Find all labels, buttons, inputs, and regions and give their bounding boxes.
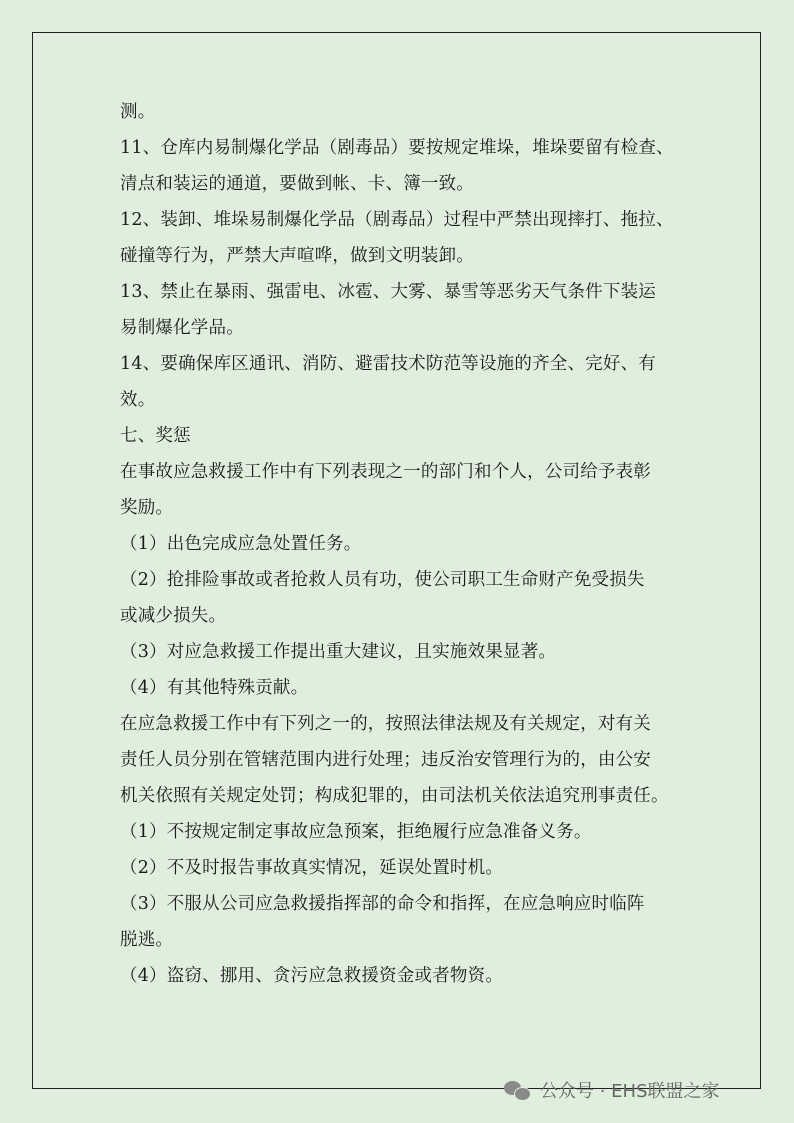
text-line: 或减少损失。 (120, 606, 227, 626)
text-line: 测。 (120, 102, 156, 122)
text-line: 清点和装运的通道，要做到帐、卡、簿一致。 (120, 174, 474, 194)
text-line: 易制爆化学品。 (120, 318, 244, 338)
wechat-icon (504, 1079, 530, 1101)
text-line: 脱逃。 (120, 930, 174, 950)
text-line: 14、要确保库区通讯、消防、避雷技术防范等设施的齐全、完好、有 (120, 354, 656, 374)
text-line: 13、禁止在暴雨、强雷电、冰雹、大雾、暴雪等恶劣天气条件下装运 (120, 282, 656, 302)
list-item: （2）不及时报告事故真实情况，延误处置时机。 (120, 858, 504, 878)
list-item: （1）出色完成应急处置任务。 (120, 534, 362, 554)
text-line: 奖励。 (120, 498, 174, 518)
text-line: 11、仓库内易制爆化学品（剧毒品）要按规定堆垛，堆垛要留有检查、 (120, 138, 674, 158)
list-item: （3）对应急救援工作提出重大建议，且实施效果显著。 (120, 642, 557, 662)
section-heading: 七、奖惩 (120, 426, 191, 446)
text-line: 在事故应急救援工作中有下列表现之一的部门和个人，公司给予表彰 (120, 462, 651, 482)
footer-text: 公众号 · EHS联盟之家 (540, 1081, 720, 1102)
text-line: 12、装卸、堆垛易制爆化学品（剧毒品）过程中严禁出现摔打、拖拉、 (120, 210, 674, 230)
text-line: 机关依照有关规定处罚；构成犯罪的，由司法机关依法追究刑事责任。 (120, 786, 669, 806)
text-line: 碰撞等行为，严禁大声喧哗，做到文明装卸。 (120, 246, 474, 266)
list-item: （1）不按规定制定事故应急预案，拒绝履行应急准备义务。 (120, 822, 592, 842)
text-line: 在应急救援工作中有下列之一的，按照法律法规及有关规定，对有关 (120, 714, 651, 734)
text-line: 责任人员分别在管辖范围内进行处理；违反治安管理行为的，由公安 (120, 750, 651, 770)
text-line: 效。 (120, 390, 156, 410)
list-item: （2）抢排险事故或者抢救人员有功，使公司职工生命财产免受损失 (120, 570, 645, 590)
document-body (120, 94, 680, 994)
list-item: （4）有其他特殊贡献。 (120, 678, 309, 698)
list-item: （3）不服从公司应急救援指挥部的命令和指挥，在应急响应时临阵 (120, 894, 645, 914)
footer-attribution (504, 1077, 720, 1103)
list-item: （4）盗窃、挪用、贪污应急救援资金或者物资。 (120, 966, 504, 986)
